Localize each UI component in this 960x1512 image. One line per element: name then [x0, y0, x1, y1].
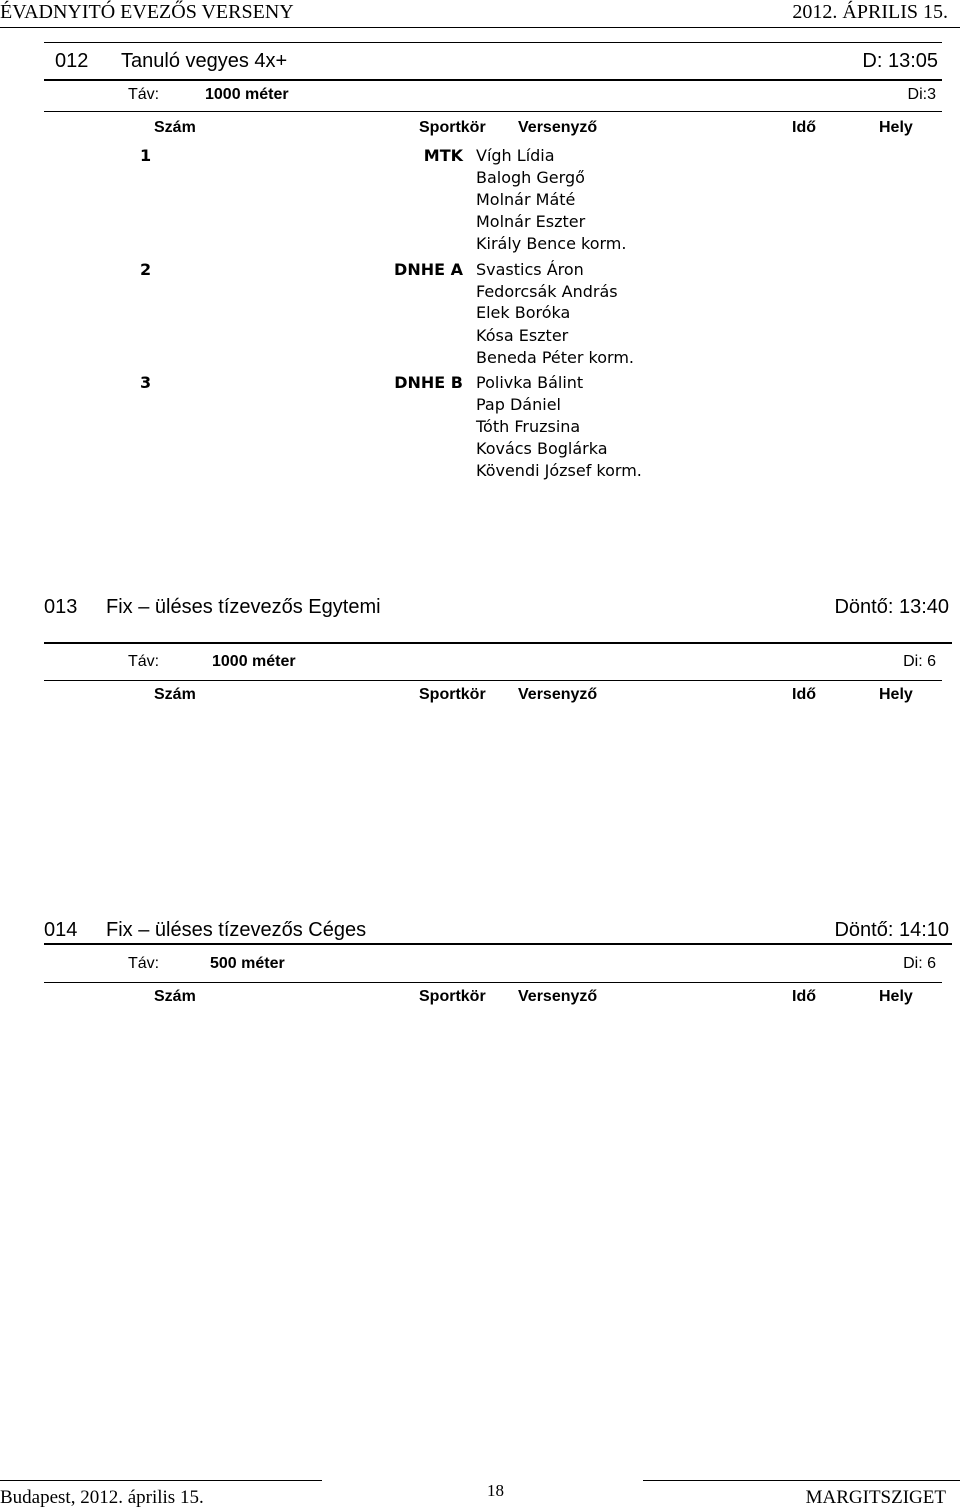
- entry-lane: 1: [140, 146, 152, 165]
- event-time: Döntő: 14:10: [834, 919, 949, 941]
- rower-name: Polivka Bálint: [476, 373, 584, 392]
- column-header-rower: Versenyző: [518, 119, 598, 136]
- event-number: 012: [55, 50, 89, 72]
- rower-name: Kovács Boglárka: [476, 439, 608, 458]
- event-title-rule: [44, 943, 952, 945]
- rower-name: Molnár Máté: [476, 190, 576, 209]
- column-header-lane: Szám: [154, 686, 196, 703]
- rower-name: Kövendi József korm.: [476, 461, 642, 480]
- distance-value: 500 méter: [210, 955, 285, 972]
- event-title: Fix – üléses tízevezős Egytemi: [106, 596, 381, 618]
- page-header-left: ÉVADNYITÓ EVEZŐS VERSENY: [0, 1, 294, 23]
- event-time: Döntő: 13:40: [834, 596, 949, 618]
- event-title-rule: [44, 79, 942, 81]
- column-header-lane: Szám: [154, 988, 196, 1005]
- heat-label: Di: 6: [903, 955, 936, 972]
- distance-label: Táv:: [128, 955, 160, 972]
- footer-right: MARGITSZIGET: [805, 1487, 946, 1508]
- column-header-rower: Versenyző: [518, 686, 598, 703]
- page-header-right: 2012. ÁPRILIS 15.: [792, 1, 948, 23]
- rower-name: Király Bence korm.: [476, 234, 627, 253]
- rower-name: Tóth Fruzsina: [476, 417, 581, 436]
- rower-name: Kósa Eszter: [476, 326, 569, 345]
- event-title: Fix – üléses tízevezős Céges: [106, 919, 367, 941]
- rower-name: Molnár Eszter: [476, 212, 586, 231]
- rower-name: Pap Dániel: [476, 395, 561, 414]
- distance-rule: [44, 111, 942, 112]
- rower-name: Beneda Péter korm.: [476, 348, 635, 367]
- column-header-lane: Szám: [154, 119, 196, 136]
- entry-club: DNHE A: [394, 260, 463, 279]
- rower-name: Svastics Áron: [476, 260, 584, 279]
- event-number: 014: [44, 919, 78, 941]
- event-top-rule: [44, 42, 942, 43]
- distance-label: Táv:: [128, 653, 160, 670]
- column-header-time: Idő: [792, 686, 816, 703]
- column-header-place: Hely: [879, 119, 913, 136]
- column-header-club: Sportkör: [419, 686, 486, 703]
- distance-label: Táv:: [128, 86, 160, 103]
- heat-label: Di:3: [907, 86, 936, 103]
- page-header-rule: [0, 27, 960, 28]
- entry-club: DNHE B: [394, 373, 463, 392]
- column-header-place: Hely: [879, 988, 913, 1005]
- rower-name: Balogh Gergő: [476, 168, 585, 187]
- footer-rule-left: [0, 1480, 322, 1481]
- page-number: 18: [487, 1481, 504, 1500]
- column-header-rower: Versenyző: [518, 988, 598, 1005]
- column-header-time: Idő: [792, 988, 816, 1005]
- footer-left: Budapest, 2012. április 15.: [0, 1487, 204, 1508]
- entry-lane: 3: [140, 373, 152, 392]
- column-header-club: Sportkör: [419, 988, 486, 1005]
- event-title-rule: [44, 642, 952, 644]
- column-header-place: Hely: [879, 686, 913, 703]
- heat-label: Di: 6: [903, 653, 936, 670]
- rower-name: Vígh Lídia: [476, 146, 555, 165]
- rower-name: Elek Boróka: [476, 303, 571, 322]
- rower-name: Fedorcsák András: [476, 282, 618, 301]
- distance-value: 1000 méter: [205, 86, 289, 103]
- footer-rule-right: [643, 1480, 960, 1481]
- event-title: Tanuló vegyes 4x+: [121, 50, 288, 72]
- entry-lane: 2: [140, 260, 152, 279]
- event-number: 013: [44, 596, 78, 618]
- column-header-club: Sportkör: [419, 119, 486, 136]
- event-time: D: 13:05: [862, 50, 938, 72]
- entry-club: MTK: [423, 146, 463, 165]
- column-header-time: Idő: [792, 119, 816, 136]
- distance-value: 1000 méter: [212, 653, 296, 670]
- distance-rule: [44, 680, 942, 681]
- distance-rule: [44, 982, 942, 983]
